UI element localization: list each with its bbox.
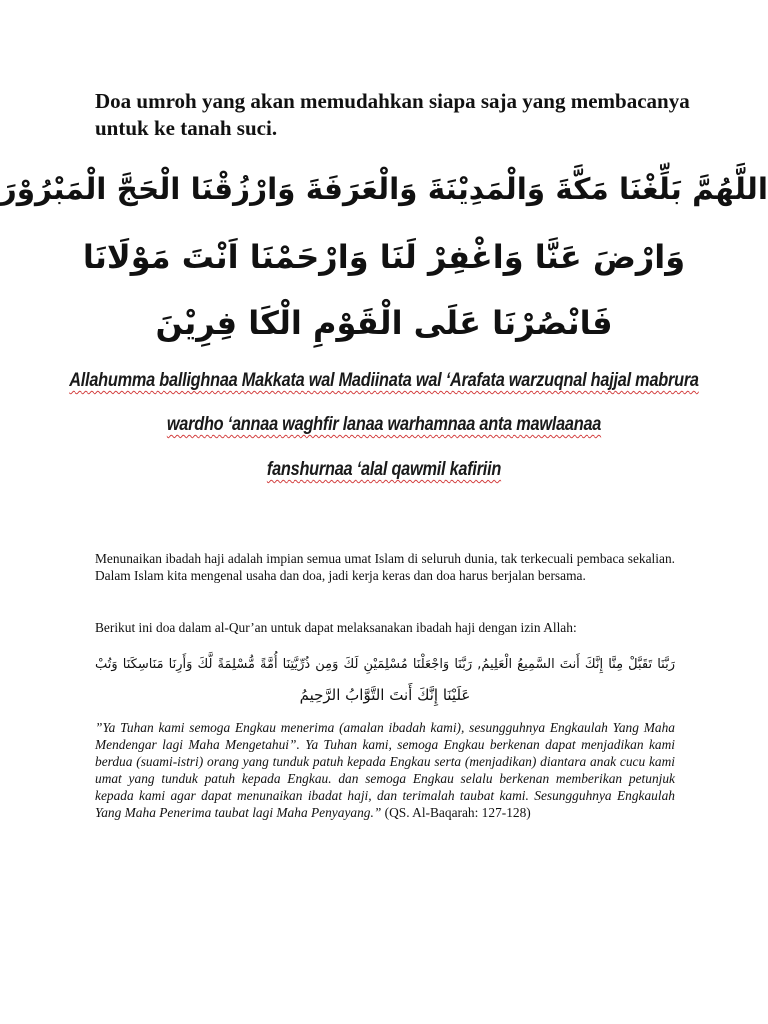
quran-verse-line-1: رَبَّنَا تَقَبَّلْ مِنَّا إِنَّكَ أَنتَ السَّمِيعُ الْعَلِيمُ, رَبَّنَا وَاجْعَلْنَا مُسْلِمَيْنِ لَكَ وَمِن ذُرِّيَّتِنَا أُمَّةً مُّسْلِمَةً لَّكَ وَأَرِنَا مَنَاسِكَنَا وَتُبْ [95,657,675,672]
berikut-paragraph: Berikut ini doa dalam al-Qur’an untuk dapat melaksanakan ibadah haji dengan izin Allah: [95,620,577,635]
translation-text: ”Ya Tuhan kami semoga Engkau menerima (amalan ibadah kami), sesungguhnya Engkaulah Yang Maha Mendengar lagi Maha Mengetahui”. Ya Tuhan kami, semoga Engkau berkenan dapat menjadikan kami berdua (suami-istri) orang yang tunduk patuh kepada Engkau serta (menjadikan) diantara anak cucu kami umat yang tunduk patuh kepada Engkau. dan semoga Engkau selalu berkenan memberikan petunjuk kepada kami agar dapat menunaikan ibadat haji, dan terimalah taubat kami. Sesungguhnya Engkaulah Yang Maha Penerima taubat lagi Maha Penyayang.” [95,720,675,820]
arabic-prayer-line-2: وَارْضَ عَنَّا وَاغْفِرْ لَنَا وَارْحَمْنَا اَنْتَ مَوْلَانَا [82,238,686,276]
translation-paragraph [95,719,675,821]
transliteration-line-1 [54,370,714,392]
arabic-prayer-line-1: اللَّهُمَّ بَلِّغْنَا مَكَّةَ وَالْمَدِيْنَةَ وَالْعَرَفَةَ وَارْزُقْنَا الْحَجَّ الْمَبْرُوْرَ [0,172,768,206]
arabic-prayer-line-3: فَانْصُرْنَا عَلَى الْقَوْمِ الْكَا فِرِيْنَ [155,304,613,342]
transliteration-text-3: fanshurnaa ‘alal qawmil kafiriin [266,459,502,480]
document-title: Doa umroh yang akan memudahkan siapa saja yang membacanya untuk ke tanah suci. [95,89,690,140]
transliteration-line-2 [54,414,714,436]
transliteration-text-2: wardho ‘annaa waghfir lanaa warhamnaa anta mawlaanaa [166,414,602,435]
quran-verse [95,650,675,710]
citation: (QS. Al-Baqarah: 127-128) [381,805,531,820]
intro-paragraph: Menunaikan ibadah haji adalah impian semua umat Islam di seluruh dunia, tak terkecuali pembaca sekalian. Dalam Islam kita mengenal usaha dan doa, jadi kerja keras dan doa harus berjalan bersama. [95,551,675,583]
transliteration-text-1: Allahumma ballighnaa Makkata wal Madiinata wal ‘Arafata warzuqnal hajjal mabrura [69,370,699,391]
transliteration-line-3 [54,459,714,481]
quran-verse-line-2: عَلَيْنَا إِنَّكَ أَنتَ التَّوَّابُ الرَّحِيمُ [299,686,471,704]
